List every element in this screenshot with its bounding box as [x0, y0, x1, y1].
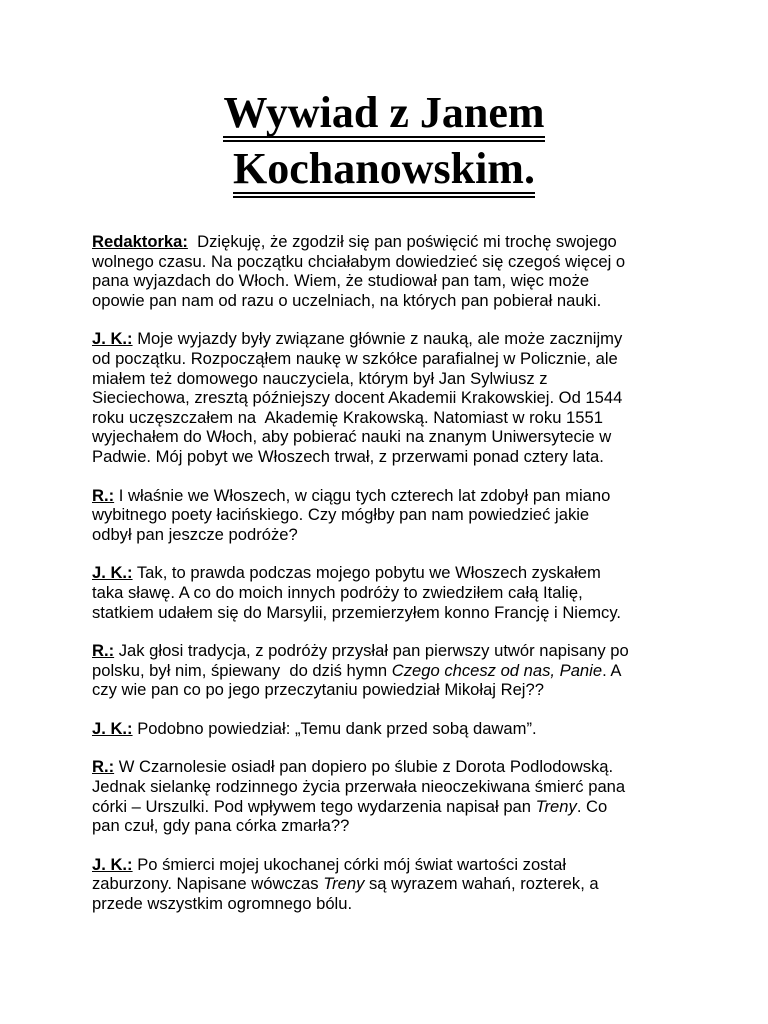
italic-title: Treny [323, 874, 365, 894]
speaker-label: J. K.: [92, 563, 133, 583]
text-line [92, 680, 676, 700]
text-line [92, 816, 676, 836]
text-line [92, 757, 676, 777]
text-line [92, 719, 676, 739]
text-segment: Tak, to prawda podczas mojego pobytu we Włoszech zyskałem [132, 563, 601, 583]
text-segment: Jak głosi tradycja, z podróży przysłał pan pierwszy utwór napisany po [114, 641, 629, 661]
text-line [92, 583, 676, 603]
text-line [92, 486, 676, 506]
text-segment: opowie pan nam od razu o uczelniach, na których pan pobierał nauki. [92, 290, 602, 310]
text-segment: W Czarnolesie osiadł pan dopiero po ślubie z Dorota Podlodowską. [114, 757, 614, 777]
text-line [92, 291, 676, 311]
text-line [92, 349, 676, 369]
text-segment: są wyrazem wahań, rozterek, a [364, 874, 599, 894]
text-line [92, 388, 676, 408]
interview-paragraph [92, 232, 676, 310]
text-segment: polsku, był nim, śpiewany do dziś hymn [92, 660, 392, 680]
title-line-1: Wywiad z Janem [92, 86, 676, 142]
text-line [92, 232, 676, 252]
speaker-label: R.: [92, 485, 115, 505]
text-line [92, 603, 676, 623]
interview-paragraph [92, 719, 676, 739]
text-segment: Po śmierci mojej ukochanej córki mój świat wartości został [132, 854, 567, 874]
speaker-label: J. K.: [92, 329, 133, 349]
title-line-2: Kochanowskim. [92, 142, 676, 198]
text-line [92, 505, 676, 525]
interview-paragraph [92, 563, 676, 622]
text-segment: zaburzony. Napisane wówczas [92, 874, 324, 894]
interview-body [92, 232, 676, 914]
text-segment: Podobno powiedział: „Temu dank przed sobą dawam”. [132, 718, 537, 738]
text-segment: od początku. Rozpocząłem naukę w szkółce parafialnej w Policznie, ale [92, 348, 618, 368]
text-line [92, 271, 676, 291]
text-segment: taka sławę. A co do moich innych podróży to zwiedziłem całą Italię, [92, 582, 583, 602]
text-line [92, 563, 676, 583]
text-line [92, 855, 676, 875]
interview-paragraph [92, 641, 676, 700]
text-segment: córki – Urszulki. Pod wpływem tego wydarzenia napisał pan [92, 796, 536, 816]
text-line [92, 329, 676, 349]
text-segment: wyjechałem do Włoch, aby pobierać nauki na znanym Uniwersytecie w [92, 427, 612, 447]
text-line [92, 427, 676, 447]
speaker-label: Redaktorka: [92, 232, 188, 251]
text-segment: przede wszystkim ogromnego bólu. [92, 894, 353, 914]
interview-paragraph [92, 855, 676, 914]
text-segment: miałem też domowego nauczyciela, którym był Jan Sylwiusz z [92, 368, 548, 388]
text-segment: Sieciechowa, zresztą późniejszy docent Akademii Krakowskiej. Od 1544 [92, 388, 623, 408]
text-line [92, 894, 676, 914]
text-line [92, 797, 676, 817]
text-segment: . Co [576, 796, 608, 816]
text-segment: wolnego czasu. Na początku chciałabym dowiedzieć się czegoś więcej o [92, 251, 626, 271]
speaker-label: J. K.: [92, 854, 133, 874]
text-segment: Dziękuję, że zgodził się pan poświęcić mi trochę swojego [187, 232, 617, 251]
interview-paragraph [92, 757, 676, 835]
italic-title: Treny [535, 796, 577, 816]
text-segment: wybitnego poety łacińskiego. Czy mógłby pan nam powiedzieć jakie [92, 505, 590, 525]
document-title [92, 86, 676, 198]
text-segment: Jednak sielankę rodzinnego życia przerwała nieoczekiwana śmierć pana [92, 777, 626, 797]
text-segment: odbył pan jeszcze podróże? [92, 524, 298, 544]
interview-paragraph [92, 329, 676, 466]
text-line [92, 369, 676, 389]
text-line [92, 447, 676, 467]
text-segment: I właśnie we Włoszech, w ciągu tych czterech lat zdobył pan miano [114, 485, 611, 505]
text-line [92, 641, 676, 661]
speaker-label: J. K.: [92, 718, 133, 738]
text-line [92, 252, 676, 272]
text-segment: Padwie. Mój pobyt we Włoszech trwał, z przerwami ponad cztery lata. [92, 446, 604, 466]
text-segment: pana wyjazdach do Włoch. Wiem, że studiował pan tam, więc może [92, 271, 590, 291]
text-segment: roku uczęszczałem na Akademię Krakowską. Natomiast w roku 1551 [92, 407, 603, 427]
text-line [92, 525, 676, 545]
text-segment: pan czuł, gdy pana córka zmarła?? [92, 816, 350, 836]
text-line [92, 874, 676, 894]
text-segment: . A [602, 660, 622, 680]
speaker-label: R.: [92, 641, 115, 661]
text-line [92, 661, 676, 681]
text-line [92, 777, 676, 797]
text-line [92, 408, 676, 428]
interview-paragraph [92, 486, 676, 545]
text-segment: czy wie pan co po jego przeczytaniu powiedział Mikołaj Rej?? [92, 680, 544, 700]
text-segment: statkiem udałem się do Marsylii, przemierzyłem konno Francję i Niemcy. [92, 602, 622, 622]
text-segment: Moje wyjazdy były związane głównie z nauką, ale może zacznijmy [132, 329, 623, 349]
italic-title: Czego chcesz od nas, Panie [391, 660, 603, 680]
speaker-label: R.: [92, 757, 115, 777]
